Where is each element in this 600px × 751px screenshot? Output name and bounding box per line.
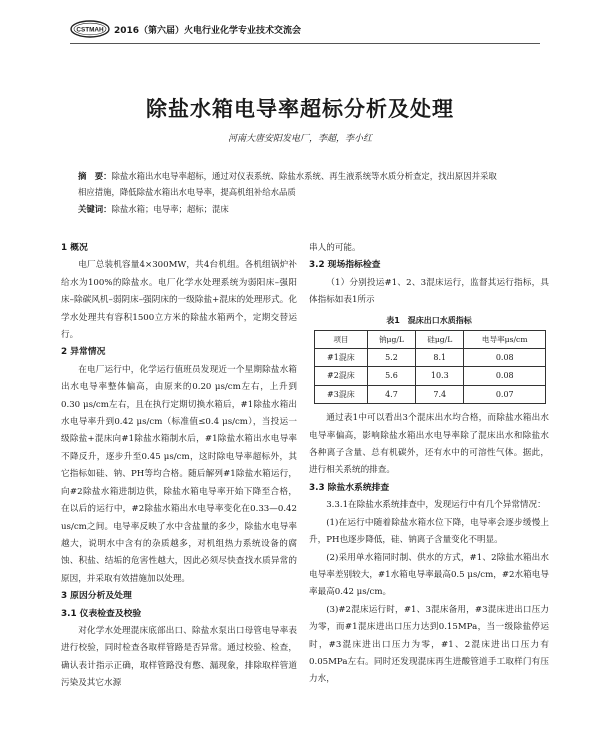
section-2-paragraph: 在电厂运行中，化学运行值班员发现近一个星期除盐水箱出水电导率整体偏高，由原来的0.20 μs/cm左右，上升到0.30 μs/cm左右，且在执行定期切换水箱后，#1除盐水箱出水电导率升到0.42 μs/cm（标准值≤0.4 μs/cm），当投运一级除盐+混床向#1除盐水箱制水后，#1除盐水箱出水电导率不降反升，逐步升至0.45 μs/cm，这时除电导率超标外，其它指标如硅、钠、PH等均合格。随后解列#1除盐水箱运行，向#2除盐水箱进制边供，除盐水箱电导率开始下降至合格，在以后的运行中，#2除盐水箱出水电导率变化在0.33—0.42 us/cm之间。电导率反映了水中含盐量的多少，除盐水电导率越大，说明水中含有的杂质越多，对机组热力系统设备的腐蚀、积盐、结垢的危害性越大，因此必须尽快查找水质异常的原因，并采取有效措施加以处理。 — [61, 364, 297, 584]
table-header-cell: 硅μg/L — [416, 330, 464, 348]
table-row — [315, 349, 546, 367]
section-3-1-heading: 3.1 仪表检查及校验 — [61, 608, 142, 619]
logo-text: CSTMAH — [76, 26, 104, 34]
table-cell: #1混床 — [315, 349, 368, 367]
section-3-3-paragraph-4: (3)#2混床运行时，#1、3混床备用，#3混床进出口压力为零，而#1混床进出口压力达到0.15MPa，当一级除盐停运时，#3混床进出口压力为零，#1、2混床进出口压力有0.05MPa左右。同时还发现混床再生进酸管道手工取样门有压力水， — [309, 604, 549, 685]
abstract-text-1: 除盐水箱出水电导率超标，通过对仪表系统、除盐水系统、再生液系统等水质分析查定，找出原因并采取 — [111, 171, 497, 181]
section-3-2-paragraph-2: 通过表1中可以看出3个混床出水均合格，而除盐水箱出水电导率偏高，影响除盐水箱出水电导率除了混床出水和除盐水各种离子含量、总有机碳外，还有水中的可溶性气体。据此，进行相关系统的排查。 — [309, 413, 549, 476]
table-caption: 表1 混床出口水质指标 — [386, 315, 472, 325]
abstract-text-2: 相应措施，降低除盐水箱出水电导率，提高机组补给水品质 — [78, 187, 296, 197]
section-3-1-paragraph: 对化学水处理混床底部出口、除盐水泵出口母管电导率表进行校验，同时检查各取样管路是否异常。通过校验、检查，确认表计指示正确，取样管路没有憋、漏现象，排除取样管道污染及其它水源 — [61, 625, 297, 689]
table-cell: #3混床 — [315, 385, 368, 403]
table-cell: 5.6 — [367, 367, 415, 385]
section-1-heading: 1 概况 — [61, 243, 88, 253]
abstract — [78, 168, 533, 200]
article-authors: 河南大唐安阳发电厂，李超，李小红 — [227, 134, 372, 144]
section-1-paragraph: 电厂总装机容量4×300MW，共4台机组。各机组锅炉补给水为100%的除盐水。电厂化学水处理系统为弱阳床–强阳床–除碳风机–弱阴床–强阴床的一级除盐+混床的处理形式。化学水处理共有容积1500立方米的除盐水箱两个，定期交替运行。 — [61, 260, 297, 341]
section-3-3-paragraph-3: (2)采用单水箱同时制、供水的方式，#1、2除盐水箱出水电导率差别较大，#1水箱电导率最高0.5 μs/cm，#2水箱电导率最高0.42 μs/cm。 — [309, 552, 549, 598]
keywords-label: 关键词： — [78, 204, 112, 214]
table-cell: 0.07 — [464, 385, 546, 403]
table-row — [315, 367, 546, 385]
right-column — [309, 240, 549, 689]
continued-paragraph: 串人的可能。 — [309, 243, 361, 253]
table-cell: 5.2 — [367, 349, 415, 367]
table-header-row — [315, 330, 546, 348]
running-header — [70, 20, 550, 42]
table-cell: 10.3 — [416, 367, 464, 385]
table-cell: 7.4 — [416, 385, 464, 403]
table-cell: 0.08 — [464, 367, 546, 385]
table-cell: #2混床 — [315, 367, 368, 385]
section-2-heading: 2 异常情况 — [61, 347, 106, 358]
water-quality-table — [314, 330, 546, 405]
section-3-heading: 3 原因分析及处理 — [61, 591, 132, 602]
abstract-label: 摘 要： — [78, 171, 112, 181]
table-header-cell: 项目 — [315, 330, 368, 348]
table-header-cell: 电导率μs/cm — [464, 330, 546, 348]
section-3-3-heading: 3.3 除盐水系统排查 — [309, 482, 390, 493]
table-cell: 8.1 — [416, 349, 464, 367]
section-3-2-paragraph-1: （1）分别投运#1、2、3混床运行，监督其运行指标，具体指标如表1所示 — [309, 277, 549, 306]
keywords — [78, 203, 533, 215]
section-3-2-heading: 3.2 现场指标检查 — [309, 260, 381, 271]
table-header-cell: 钠μg/L — [367, 330, 415, 348]
conference-logo-icon — [70, 20, 110, 38]
section-3-3-paragraph-1: 3.3.1在除盐水系统排查中，发现运行中有几个异常情况： — [326, 500, 546, 511]
header-title: 2016（第六届）火电行业化学专业技术交流会 — [114, 26, 302, 36]
table-row — [315, 385, 546, 403]
keywords-text: 除盐水箱；电导率；超标；混床 — [111, 204, 229, 214]
abstract-line-1 — [78, 168, 533, 184]
table-cell: 0.08 — [464, 349, 546, 367]
article-title: 除盐水箱电导率超标分析及处理 — [146, 97, 454, 121]
table-cell: 4.7 — [367, 385, 415, 403]
header-divider — [70, 43, 540, 44]
section-3-3-paragraph-2: (1)在运行中随着除盐水箱水位下降，电导率会逐步缓慢上升，PH也逐步降低，硅、钠离子含量变化不明显。 — [309, 517, 549, 546]
left-column — [61, 240, 297, 693]
